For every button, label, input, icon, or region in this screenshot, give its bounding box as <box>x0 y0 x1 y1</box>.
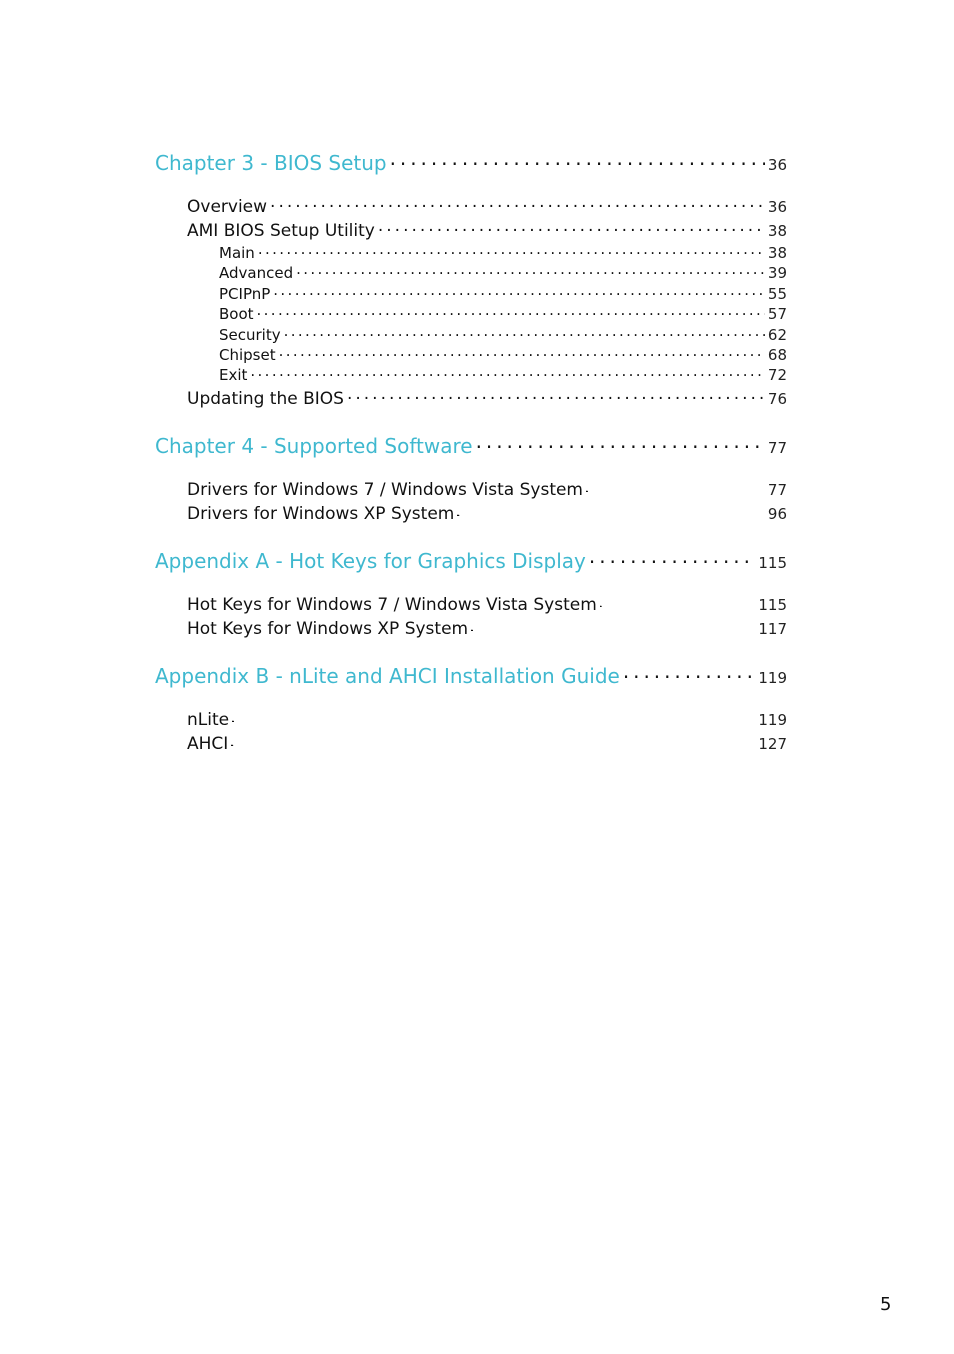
toc-entry-title: PCIPnP <box>219 285 271 303</box>
toc-entry[interactable] <box>187 732 787 754</box>
toc-entry-page: 76 <box>767 390 787 408</box>
toc-entry-title: Boot <box>219 305 254 323</box>
toc-leader-dots <box>284 325 765 340</box>
toc-leader-dots <box>250 365 765 380</box>
toc-leader-dots <box>296 263 765 278</box>
toc-entry-title: AHCI <box>187 734 229 754</box>
toc-entry-page: 127 <box>758 735 787 753</box>
toc-entry-page: 77 <box>767 481 787 499</box>
toc-chapter-entry[interactable] <box>155 433 787 458</box>
toc-entry[interactable] <box>187 387 787 409</box>
toc-entry-title: Appendix A - Hot Keys for Graphics Display <box>155 549 586 573</box>
toc-leader-dots <box>270 195 765 212</box>
toc-entry-page: 36 <box>767 156 787 174</box>
toc-chapter-entry[interactable] <box>155 663 787 688</box>
toc-entry-page: 77 <box>767 439 787 457</box>
toc-entry-page: 38 <box>767 244 787 262</box>
toc-entry-page: 119 <box>758 669 787 687</box>
toc-entry-page: 57 <box>767 305 787 323</box>
toc-leader-dots <box>471 617 755 634</box>
toc-entry-page: 96 <box>767 505 787 523</box>
toc-entry-page: 117 <box>758 620 787 638</box>
toc-leader-dots <box>232 708 755 725</box>
toc-leader-dots <box>347 387 765 404</box>
toc-entry[interactable] <box>219 263 787 282</box>
toc-leader-dots <box>476 433 765 453</box>
toc-leader-dots <box>600 593 756 610</box>
toc-entry-page: 38 <box>767 222 787 240</box>
toc-entry-title: nLite <box>187 710 230 730</box>
toc-entry-title: Appendix B - nLite and AHCI Installation Guide <box>155 664 620 688</box>
toc-entry[interactable] <box>187 219 787 241</box>
toc-entry-title: Security <box>219 326 281 344</box>
toc-chapter-entry[interactable] <box>155 150 787 175</box>
toc-leader-dots <box>257 304 765 319</box>
toc-entry-title: Drivers for Windows XP System <box>187 504 455 524</box>
toc-entry-title: Overview <box>187 197 268 217</box>
toc-entry-title: Chipset <box>219 346 276 364</box>
toc-entry-title: Updating the BIOS <box>187 389 344 409</box>
toc-entry[interactable] <box>187 593 787 615</box>
toc-leader-dots <box>390 150 765 170</box>
toc-leader-dots <box>279 345 765 360</box>
toc-entry[interactable] <box>187 617 787 639</box>
toc-entry-page: 55 <box>767 285 787 303</box>
toc-leader-dots <box>589 548 755 568</box>
toc-entry-page: 119 <box>758 711 787 729</box>
toc-entry-title: Main <box>219 244 255 262</box>
toc-entry-page: 115 <box>758 596 787 614</box>
toc-entry-page: 68 <box>767 346 787 364</box>
toc-entry[interactable] <box>219 284 787 303</box>
toc-leader-dots <box>231 732 755 749</box>
toc-entry[interactable] <box>219 345 787 364</box>
toc-entry-title: AMI BIOS Setup Utility <box>187 221 375 241</box>
toc-entry[interactable] <box>219 325 787 344</box>
toc-entry-page: 36 <box>767 198 787 216</box>
toc-entry[interactable] <box>219 304 787 323</box>
toc-entry-title: Hot Keys for Windows XP System <box>187 619 469 639</box>
toc-entry[interactable] <box>219 243 787 262</box>
toc-leader-dots <box>457 502 765 519</box>
toc-entry-title: Exit <box>219 366 248 384</box>
toc-leader-dots <box>258 243 765 258</box>
page-number: 5 <box>880 1294 892 1315</box>
toc-entry-page: 62 <box>767 326 787 344</box>
toc-entry-page: 72 <box>767 366 787 384</box>
toc-leader-dots <box>273 284 765 299</box>
toc-entry[interactable] <box>219 365 787 384</box>
toc-entry-title: Advanced <box>219 264 294 282</box>
toc-leader-dots <box>378 219 765 236</box>
toc-entry[interactable] <box>187 195 787 217</box>
toc-entry[interactable] <box>187 478 787 500</box>
toc-entry[interactable] <box>187 502 787 524</box>
toc-entry-page: 115 <box>758 554 787 572</box>
toc-entry-title: Drivers for Windows 7 / Windows Vista System <box>187 480 583 500</box>
toc-entry-page: 39 <box>767 264 787 282</box>
toc-chapter-entry[interactable] <box>155 548 787 573</box>
toc-entry[interactable] <box>187 708 787 730</box>
toc-leader-dots <box>623 663 756 683</box>
toc-entry-title: Chapter 4 - Supported Software <box>155 434 473 458</box>
toc-entry-title: Chapter 3 - BIOS Setup <box>155 151 387 175</box>
toc-entry-title: Hot Keys for Windows 7 / Windows Vista System <box>187 595 597 615</box>
toc-leader-dots <box>586 478 765 495</box>
